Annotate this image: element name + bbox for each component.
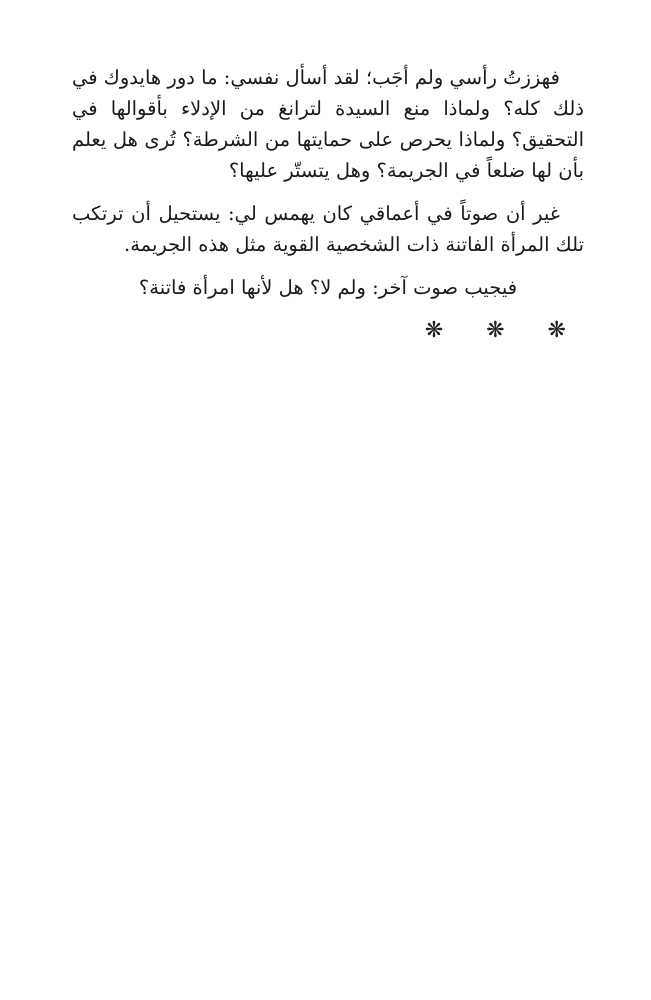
section-separator: ❋ ❋ ❋ <box>424 318 584 343</box>
paragraph-2: غير أن صوتاً في أعماقي كان يهمس لي: يستحيل أن ترتكب تلك المرأة الفاتنة ذات الشخصية القوية مثل هذه الجريمة. <box>72 202 584 256</box>
page-body <box>72 62 584 346</box>
paragraph-3: فيجيب صوت آخر: ولم لا؟ هل لأنها امرأة فاتنة؟ <box>138 276 518 299</box>
paragraph-1: فهززتُ رأسي ولم أجَب؛ لقد أسأل نفسي: ما دور هايدوك في ذلك كله؟ ولماذا منع السيدة لترانغ من الإدلاء بأقوالها في التحقيق؟ ولماذا يحرص على حمايتها من الشرطة؟ تُرى هل يعلم بأن لها ضلعاً في الجريمة؟ وهل يتستّر عليها؟ <box>72 66 584 182</box>
